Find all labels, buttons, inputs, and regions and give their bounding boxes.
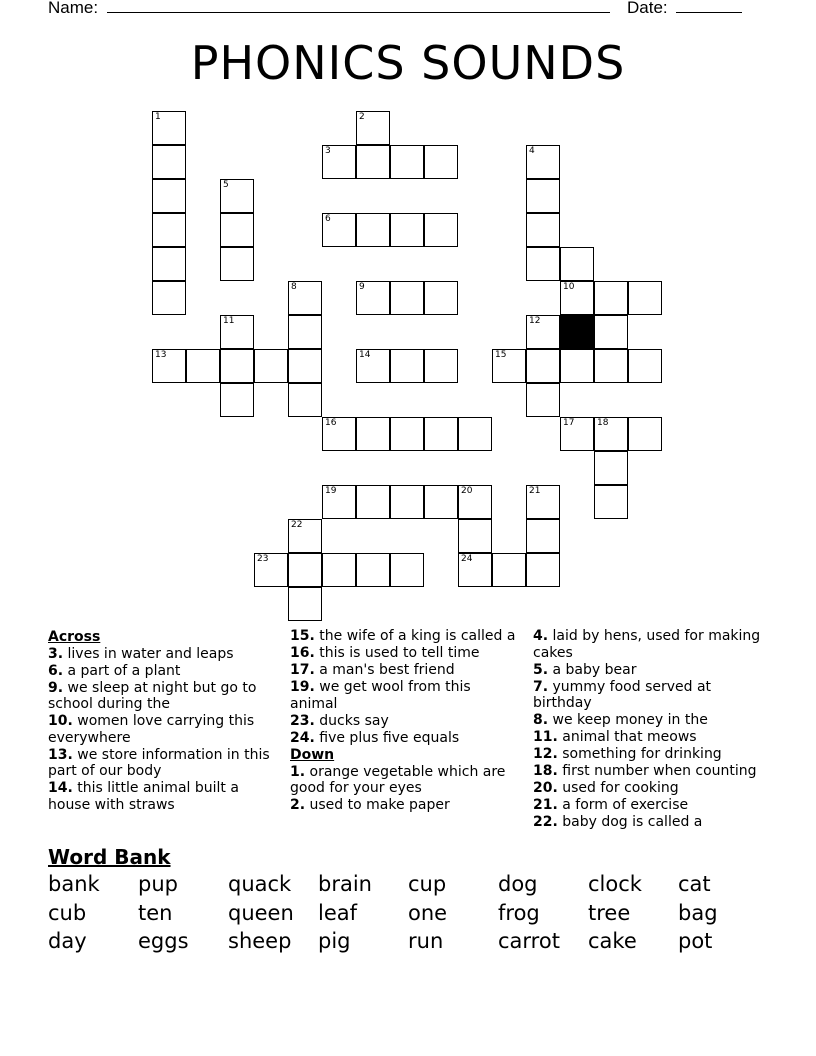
clue-number: 3 <box>325 145 331 156</box>
grid-cell[interactable] <box>424 145 458 179</box>
clue-number-label: 12. <box>533 746 558 762</box>
clue-text: a form of exercise <box>557 797 689 813</box>
grid-cell[interactable] <box>560 349 594 383</box>
clue-number: 6 <box>325 213 331 224</box>
grid-cell[interactable] <box>322 145 356 179</box>
clue-number: 14 <box>359 349 371 360</box>
clue-number: 19 <box>325 485 337 496</box>
grid-cell[interactable] <box>560 281 594 315</box>
grid-cell[interactable] <box>458 519 492 553</box>
word-bank-word: cake <box>588 929 637 953</box>
grid-cell[interactable] <box>390 213 424 247</box>
grid-cell[interactable] <box>288 519 322 553</box>
grid-cell[interactable] <box>594 451 628 485</box>
clue-number: 10 <box>563 281 575 292</box>
grid-cell[interactable] <box>152 179 186 213</box>
grid-cell[interactable] <box>356 213 390 247</box>
clue-number-label: 20. <box>533 780 558 796</box>
grid-cell[interactable] <box>526 315 560 349</box>
grid-cell[interactable] <box>424 349 458 383</box>
grid-cell[interactable] <box>220 349 254 383</box>
clue-text: first number when counting <box>557 763 757 779</box>
clue-number: 9 <box>359 281 365 292</box>
grid-cell[interactable] <box>424 213 458 247</box>
clue-text: lives in water and leaps <box>63 645 234 662</box>
word-bank-word: quack <box>228 872 292 896</box>
clue-number-label: 7. <box>533 678 549 695</box>
grid-cell[interactable] <box>492 349 526 383</box>
clue-text: baby dog is called a <box>557 814 703 830</box>
clue-number-label: 23. <box>290 712 315 729</box>
clue-text: we get wool from this animal <box>290 679 471 712</box>
grid-cell[interactable] <box>356 349 390 383</box>
word-bank-word: eggs <box>138 929 189 953</box>
clue-text: we sleep at night but go to school during the <box>48 679 257 712</box>
grid-cell[interactable] <box>628 281 662 315</box>
word-bank-word: ten <box>138 900 173 925</box>
clue-number-label: 3. <box>48 645 64 662</box>
word-bank-word: leaf <box>318 900 358 925</box>
grid-cell[interactable] <box>356 111 390 145</box>
grid-cell[interactable] <box>356 145 390 179</box>
grid-cell[interactable] <box>526 383 560 417</box>
clue-item <box>290 764 518 797</box>
clue-item <box>533 814 773 831</box>
clue-number: 8 <box>291 281 297 292</box>
clue-number-label: 4. <box>533 628 549 644</box>
clue-number-label: 1. <box>290 763 306 780</box>
grid-cell[interactable] <box>220 315 254 349</box>
grid-cell[interactable] <box>594 315 628 349</box>
clue-item <box>48 780 273 813</box>
grid-cell[interactable] <box>152 145 186 179</box>
grid-cell[interactable] <box>152 247 186 281</box>
word-bank-word: tree <box>588 900 631 925</box>
clue-number-label: 9. <box>48 679 64 696</box>
clue-text: we store information in this part of our body <box>48 746 270 779</box>
clue-number: 4 <box>529 145 535 156</box>
grid-cell[interactable] <box>458 417 492 451</box>
clue-number-label: 14. <box>48 780 73 796</box>
word-bank-word: run <box>408 929 444 953</box>
grid-cell[interactable] <box>390 281 424 315</box>
grid-cell[interactable] <box>560 247 594 281</box>
clue-item <box>533 628 773 661</box>
clue-text: this is used to tell time <box>314 645 480 661</box>
grid-cell[interactable] <box>628 417 662 451</box>
grid-cell[interactable] <box>526 349 560 383</box>
clue-number: 22 <box>291 519 303 530</box>
page-title: PHONICS SOUNDS <box>190 36 626 90</box>
clue-text: a baby bear <box>548 661 637 678</box>
clue-item <box>533 712 773 729</box>
clue-number-label: 18. <box>533 763 558 779</box>
grid-cell[interactable] <box>288 281 322 315</box>
clue-item <box>290 713 518 730</box>
clue-number: 12 <box>529 315 541 326</box>
grid-cell[interactable] <box>288 553 322 587</box>
clue-item <box>533 746 773 763</box>
clue-number-label: 19. <box>290 679 315 695</box>
clue-number-label: 8. <box>533 712 549 728</box>
clues-column-3 <box>533 628 773 831</box>
clue-item <box>48 663 273 680</box>
clue-item <box>290 797 518 814</box>
clue-text: yummy food served at birthday <box>533 678 712 711</box>
clues-column-2 <box>290 628 518 814</box>
clue-number-label: 2. <box>290 797 306 813</box>
clue-number: 20 <box>461 485 473 496</box>
clue-item <box>533 797 773 814</box>
date-label: Date: <box>627 0 668 17</box>
grid-cell[interactable] <box>594 349 628 383</box>
grid-cell[interactable] <box>492 553 526 587</box>
word-bank-word: cat <box>678 872 711 896</box>
clue-item <box>48 747 273 780</box>
clue-number: 2 <box>359 111 365 122</box>
clue-item <box>533 763 773 780</box>
word-bank-word: pig <box>318 929 351 953</box>
clue-text: used for cooking <box>557 780 679 796</box>
word-bank-word: one <box>408 900 448 925</box>
grid-cell[interactable] <box>288 587 322 621</box>
clue-item <box>48 680 273 713</box>
word-bank-word: brain <box>318 872 372 896</box>
clue-number-label: 17. <box>290 662 315 678</box>
grid-cell[interactable] <box>458 485 492 519</box>
clue-text: ducks say <box>314 712 389 729</box>
grid-cell[interactable] <box>424 281 458 315</box>
clue-item <box>48 713 273 746</box>
clue-number: 11 <box>223 315 235 326</box>
grid-cell[interactable] <box>254 349 288 383</box>
grid-cell[interactable] <box>254 553 288 587</box>
grid-cell[interactable] <box>526 213 560 247</box>
clue-text: this little animal built a house with straws <box>48 780 239 813</box>
word-bank-word: clock <box>588 872 642 896</box>
word-bank-word: bag <box>678 900 718 925</box>
grid-cell[interactable] <box>628 349 662 383</box>
clue-number-label: 16. <box>290 645 315 661</box>
clue-number-label: 22. <box>533 814 558 830</box>
word-bank-word: bank <box>48 872 100 896</box>
clue-number: 1 <box>155 111 161 122</box>
clue-number-label: 5. <box>533 661 549 678</box>
word-bank-word: frog <box>498 900 540 925</box>
word-bank-word: cup <box>408 872 447 896</box>
word-bank-word: day <box>48 929 87 953</box>
clue-text: the wife of a king is called a <box>314 628 516 644</box>
clue-number: 23 <box>257 553 269 564</box>
word-bank-word: pup <box>138 872 178 896</box>
clue-item <box>290 662 518 679</box>
grid-cell[interactable] <box>322 553 356 587</box>
clue-item <box>290 730 518 747</box>
grid-cell[interactable] <box>356 417 390 451</box>
grid-cell[interactable] <box>390 349 424 383</box>
word-bank-title: Word Bank <box>48 845 171 869</box>
grid-cell[interactable] <box>594 485 628 519</box>
clue-text: orange vegetable which are good for your eyes <box>290 763 506 796</box>
clue-item <box>290 645 518 662</box>
clue-item <box>533 662 773 679</box>
word-bank-word: dog <box>498 872 538 896</box>
grid-cell[interactable] <box>424 417 458 451</box>
clue-number-label: 10. <box>48 713 73 729</box>
grid-cell[interactable] <box>526 553 560 587</box>
grid-cell[interactable] <box>526 519 560 553</box>
clue-number: 18 <box>597 417 609 428</box>
across-heading: Across <box>48 629 101 645</box>
clue-number-label: 15. <box>290 628 315 644</box>
clue-text: a man's best friend <box>314 662 455 678</box>
grid-cell[interactable] <box>288 349 322 383</box>
grid-cell[interactable] <box>424 485 458 519</box>
word-bank-word: sheep <box>228 929 292 953</box>
clue-number: 15 <box>495 349 507 360</box>
grid-cell[interactable] <box>526 179 560 213</box>
blocked-cell <box>560 315 594 349</box>
clue-item <box>533 729 773 746</box>
clue-number: 17 <box>563 417 575 428</box>
clue-text: five plus five equals <box>314 729 460 746</box>
word-bank-word: pot <box>678 929 713 953</box>
grid-cell[interactable] <box>390 553 424 587</box>
name-label: Name: <box>48 0 99 17</box>
grid-cell[interactable] <box>458 553 492 587</box>
clue-number: 21 <box>529 485 541 496</box>
clue-text: a part of a plant <box>63 662 181 679</box>
grid-cell[interactable] <box>152 213 186 247</box>
clue-item <box>533 780 773 797</box>
word-bank-word: queen <box>228 900 294 925</box>
grid-cell[interactable] <box>220 213 254 247</box>
clue-number-label: 6. <box>48 662 64 679</box>
grid-cell[interactable] <box>390 145 424 179</box>
clue-item <box>290 628 518 645</box>
grid-cell[interactable] <box>288 315 322 349</box>
grid-cell[interactable] <box>288 383 322 417</box>
clues-column-1 <box>48 628 273 814</box>
grid-cell[interactable] <box>220 179 254 213</box>
grid-cell[interactable] <box>322 485 356 519</box>
grid-cell[interactable] <box>356 553 390 587</box>
word-bank-word: carrot <box>498 929 560 953</box>
clue-item <box>533 679 773 712</box>
down-heading: Down <box>290 747 335 763</box>
grid-cell[interactable] <box>186 349 220 383</box>
grid-cell[interactable] <box>220 247 254 281</box>
grid-cell[interactable] <box>594 281 628 315</box>
clue-number-label: 11. <box>533 729 558 745</box>
grid-cell[interactable] <box>526 145 560 179</box>
grid-cell[interactable] <box>526 247 560 281</box>
grid-cell[interactable] <box>356 485 390 519</box>
clue-text: animal that meows <box>557 729 697 745</box>
clue-item <box>290 679 518 712</box>
clue-text: something for drinking <box>557 746 722 762</box>
grid-cell[interactable] <box>152 281 186 315</box>
clue-number-label: 13. <box>48 746 73 763</box>
grid-cell[interactable] <box>356 281 390 315</box>
clue-number-label: 21. <box>533 797 558 813</box>
grid-cell[interactable] <box>390 485 424 519</box>
clue-number: 13 <box>155 349 167 360</box>
clue-text: women love carrying this everywhere <box>48 713 255 746</box>
clue-item <box>48 646 273 663</box>
grid-cell[interactable] <box>322 417 356 451</box>
grid-cell[interactable] <box>152 111 186 145</box>
grid-cell[interactable] <box>220 383 254 417</box>
word-bank-word: cub <box>48 900 87 925</box>
grid-cell[interactable] <box>526 485 560 519</box>
clue-number: 16 <box>325 417 337 428</box>
grid-cell[interactable] <box>390 417 424 451</box>
clue-number: 5 <box>223 179 229 190</box>
grid-cell[interactable] <box>594 417 628 451</box>
clue-number: 24 <box>461 553 473 564</box>
clue-text: used to make paper <box>305 797 450 813</box>
grid-cell[interactable] <box>152 349 186 383</box>
clue-text: we keep money in the <box>548 712 708 728</box>
grid-cell[interactable] <box>322 213 356 247</box>
grid-cell[interactable] <box>560 417 594 451</box>
clue-text: laid by hens, used for making cakes <box>533 628 761 661</box>
clue-number-label: 24. <box>290 729 315 746</box>
